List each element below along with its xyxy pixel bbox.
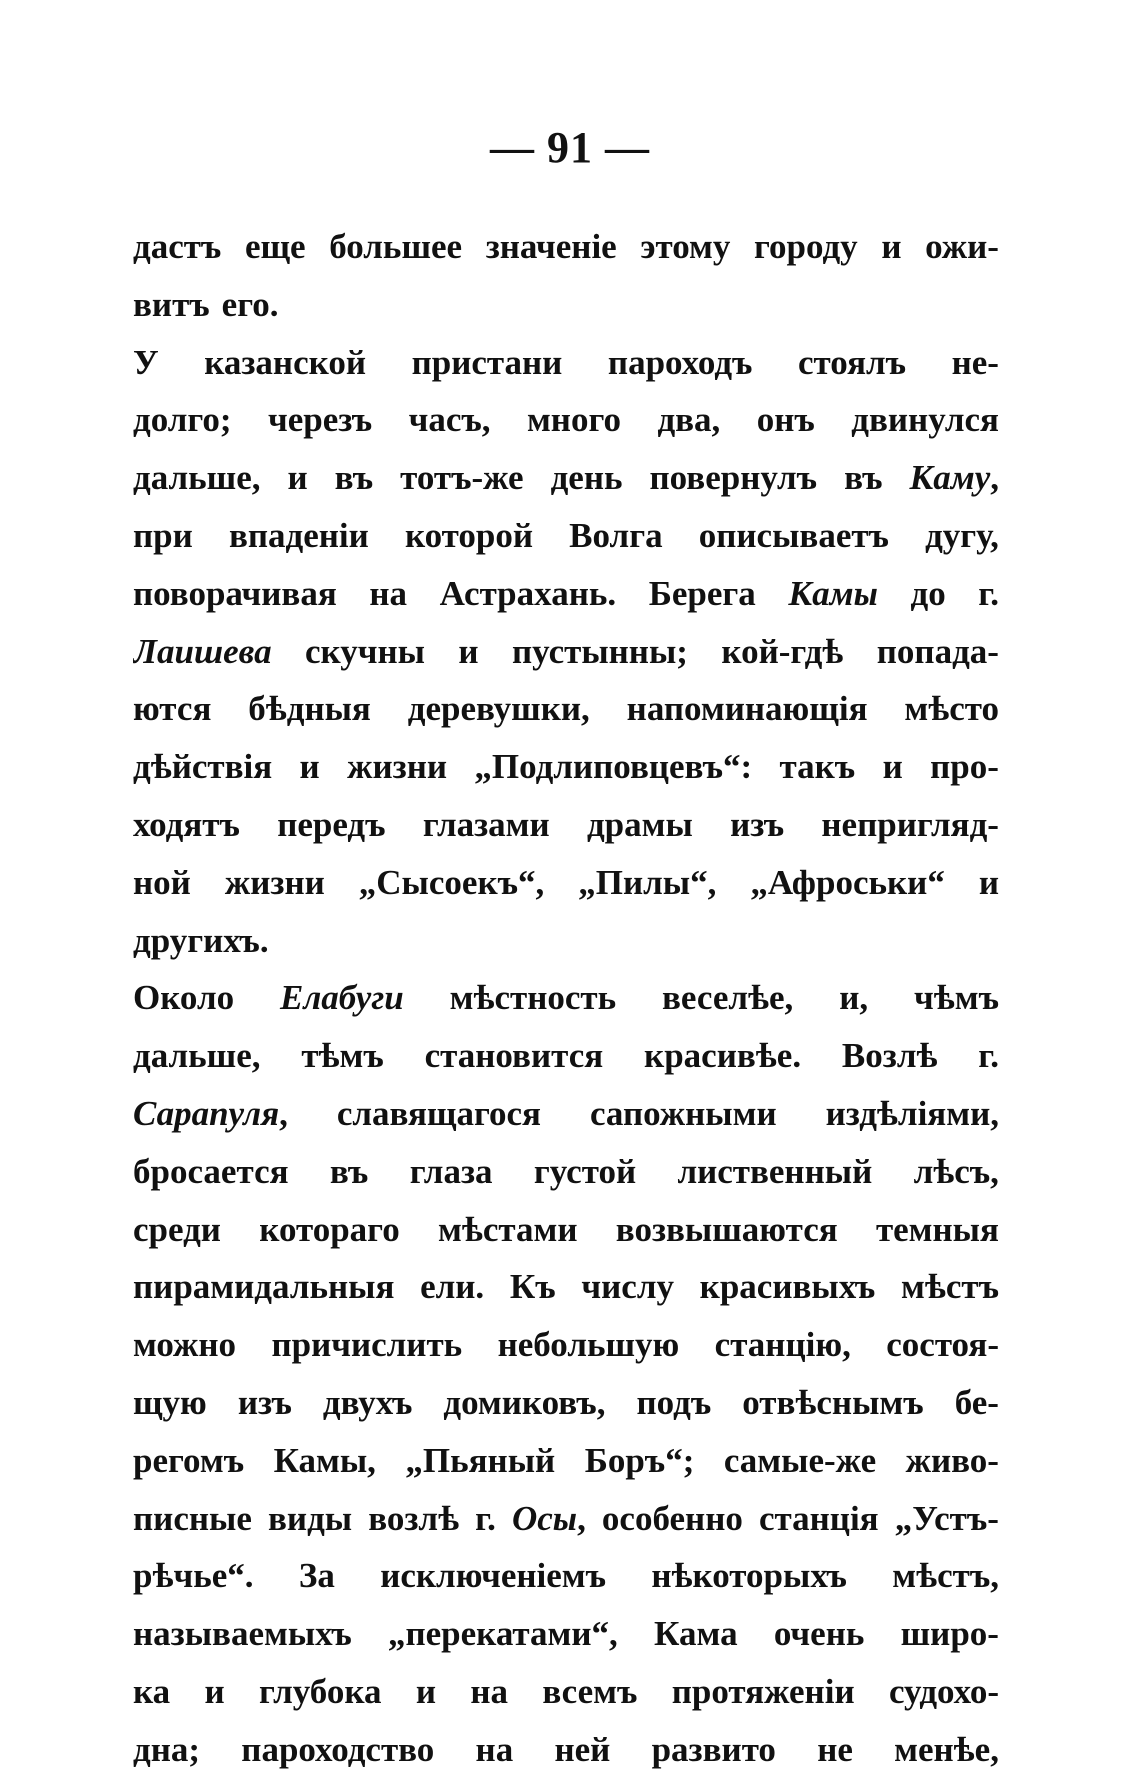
word: виды bbox=[268, 1498, 353, 1538]
text-line bbox=[133, 1374, 999, 1432]
word: всемъ bbox=[542, 1671, 638, 1711]
italic-word: Каму, bbox=[909, 458, 999, 498]
word: два, bbox=[657, 400, 721, 440]
word: красивыхъ bbox=[699, 1267, 876, 1307]
text-line bbox=[133, 1432, 999, 1490]
text-line bbox=[133, 507, 999, 565]
text-line bbox=[133, 623, 999, 681]
word: значеніе bbox=[485, 227, 617, 266]
word: про- bbox=[930, 747, 999, 787]
word: г. bbox=[978, 1036, 999, 1076]
word: судохо- bbox=[888, 1671, 999, 1711]
word: мѣстность bbox=[449, 978, 617, 1018]
word: Берега bbox=[648, 573, 756, 613]
word: черезъ bbox=[268, 400, 373, 440]
text-line bbox=[133, 1085, 999, 1143]
word: не- bbox=[951, 342, 999, 382]
text-line bbox=[133, 1027, 999, 1085]
word: другихъ. bbox=[133, 920, 269, 960]
word: жизни bbox=[224, 862, 325, 902]
word: ожи- bbox=[925, 227, 999, 266]
word: и bbox=[299, 747, 320, 787]
word: „Пилы“, bbox=[578, 862, 717, 902]
text-line bbox=[133, 1258, 999, 1316]
text-line bbox=[133, 334, 999, 392]
word: „перекатами“, bbox=[387, 1614, 618, 1654]
word: большее bbox=[329, 227, 463, 266]
word: дугу, bbox=[925, 515, 999, 555]
word: очень bbox=[773, 1614, 865, 1654]
word: повернулъ bbox=[649, 458, 818, 498]
word: до bbox=[910, 573, 946, 613]
word: лѣсъ, bbox=[913, 1151, 999, 1191]
word: живо- bbox=[905, 1440, 999, 1480]
word: Кама bbox=[654, 1614, 738, 1654]
italic-word: Камы bbox=[788, 573, 878, 613]
word: становится bbox=[424, 1036, 604, 1076]
word: на bbox=[475, 1729, 514, 1769]
italic-word: Елабуги bbox=[280, 978, 404, 1018]
word: называемыхъ bbox=[133, 1614, 352, 1654]
word: станцію, bbox=[714, 1325, 851, 1365]
word: на bbox=[470, 1671, 508, 1711]
word: тѣмъ bbox=[301, 1036, 384, 1076]
word: изъ bbox=[730, 804, 785, 844]
word: въ bbox=[334, 458, 374, 498]
word: на bbox=[369, 573, 408, 613]
word: сапожными bbox=[589, 1093, 777, 1133]
text-line bbox=[133, 449, 999, 507]
word: впаденіи bbox=[228, 515, 369, 555]
word: подъ bbox=[636, 1382, 712, 1422]
word: самые-же bbox=[723, 1440, 877, 1480]
word: состоя- bbox=[886, 1325, 999, 1365]
word: кой-гдѣ bbox=[721, 631, 844, 671]
word: широ- bbox=[900, 1614, 999, 1654]
word: витъ bbox=[133, 284, 210, 324]
word: г. bbox=[978, 573, 999, 613]
word: бе- bbox=[954, 1382, 999, 1422]
word: мѣстами bbox=[437, 1209, 578, 1249]
word: Астрахань. bbox=[439, 573, 617, 613]
text-line bbox=[133, 912, 999, 970]
text-line bbox=[133, 1143, 999, 1201]
text-line bbox=[133, 1201, 999, 1259]
word: день bbox=[550, 458, 623, 498]
word: мѣсто bbox=[904, 689, 999, 729]
text-line bbox=[133, 796, 999, 854]
word: красивѣе. bbox=[644, 1036, 802, 1076]
word: пароходъ bbox=[607, 342, 753, 382]
word: „Подлиповцевъ“: bbox=[474, 747, 753, 787]
word: „Устъ- bbox=[894, 1498, 999, 1538]
page-number: — 91 — bbox=[490, 123, 650, 172]
word: тотъ-же bbox=[400, 458, 524, 498]
word: „Пьяный bbox=[405, 1440, 556, 1480]
word: дѣйствія bbox=[133, 747, 273, 787]
word: и bbox=[881, 227, 902, 266]
word: передъ bbox=[277, 804, 386, 844]
word: двухъ bbox=[322, 1382, 413, 1422]
word: домиковъ, bbox=[443, 1382, 606, 1422]
word: Возлѣ bbox=[841, 1036, 938, 1076]
word: въ bbox=[844, 458, 883, 498]
word: числу bbox=[581, 1267, 674, 1307]
word: которой bbox=[404, 515, 534, 555]
word: небольшую bbox=[497, 1325, 680, 1365]
word: дальше, bbox=[133, 458, 261, 498]
text-line bbox=[133, 218, 999, 276]
text-line bbox=[133, 969, 999, 1027]
text-line bbox=[133, 1547, 999, 1605]
text-line bbox=[133, 1316, 999, 1374]
word: скучны bbox=[305, 631, 425, 671]
word: Волга bbox=[569, 515, 663, 555]
body-text bbox=[133, 218, 999, 1779]
word: Камы, bbox=[273, 1440, 376, 1480]
word: лиственный bbox=[677, 1151, 873, 1191]
word: долго; bbox=[133, 400, 232, 440]
word: такъ bbox=[779, 747, 856, 787]
word: Около bbox=[133, 978, 235, 1018]
word: мѣстъ, bbox=[892, 1556, 999, 1596]
word: „Афроськи“ bbox=[750, 862, 945, 902]
word: глазами bbox=[422, 804, 550, 844]
word: поворачивая bbox=[133, 573, 337, 613]
word: жизни bbox=[347, 747, 448, 787]
word: ка bbox=[133, 1671, 171, 1711]
word: писные bbox=[133, 1498, 252, 1538]
word: издѣліями, bbox=[825, 1093, 999, 1133]
text-line bbox=[133, 276, 999, 334]
text-line bbox=[133, 1721, 999, 1779]
word: попада- bbox=[876, 631, 999, 671]
word: пирамидальныя bbox=[133, 1267, 395, 1307]
word: г. bbox=[475, 1498, 496, 1538]
word: бѣдныя bbox=[248, 689, 371, 729]
word: и, bbox=[839, 978, 869, 1018]
word: Боръ“; bbox=[584, 1440, 695, 1480]
italic-word: Лаишева bbox=[133, 631, 272, 671]
word: веселѣе, bbox=[662, 978, 794, 1018]
word: и bbox=[458, 631, 479, 671]
word: ней bbox=[554, 1729, 611, 1769]
word: котораго bbox=[259, 1209, 400, 1249]
text-line bbox=[133, 680, 999, 738]
word: драмы bbox=[586, 804, 693, 844]
text-line bbox=[133, 391, 999, 449]
word: изъ bbox=[237, 1382, 292, 1422]
punctuation: , bbox=[279, 1093, 288, 1133]
word: рѣчье“. bbox=[133, 1556, 254, 1596]
word: много bbox=[526, 400, 621, 440]
word: часъ, bbox=[408, 400, 491, 440]
punctuation: , bbox=[990, 458, 999, 498]
word: еще bbox=[244, 227, 306, 266]
word: Къ bbox=[509, 1267, 556, 1307]
word: регомъ bbox=[133, 1440, 245, 1480]
word: пристани bbox=[411, 342, 563, 382]
punctuation: , bbox=[577, 1498, 586, 1538]
word: не bbox=[817, 1729, 853, 1769]
word: щую bbox=[133, 1382, 207, 1422]
word: непригляд- bbox=[821, 804, 999, 844]
word: возвышаются bbox=[615, 1209, 838, 1249]
word: бросается bbox=[133, 1151, 289, 1191]
word: ной bbox=[133, 862, 191, 902]
text-line bbox=[133, 854, 999, 912]
word: пустынны; bbox=[512, 631, 688, 671]
word: „Сысоекъ“, bbox=[358, 862, 545, 902]
word: дна; bbox=[133, 1729, 201, 1769]
word: нѣкоторыхъ bbox=[651, 1556, 847, 1596]
word: напоминающія bbox=[626, 689, 868, 729]
word: густой bbox=[533, 1151, 637, 1191]
text-line bbox=[133, 565, 999, 623]
word: дастъ bbox=[133, 227, 222, 266]
word: глубока bbox=[259, 1671, 382, 1711]
word: въ bbox=[329, 1151, 369, 1191]
word: казанской bbox=[204, 342, 367, 382]
word: при bbox=[133, 515, 193, 555]
word: деревушки, bbox=[407, 689, 590, 729]
word: славящагося bbox=[336, 1093, 541, 1133]
italic-word: Осы, bbox=[511, 1498, 586, 1538]
word: городу bbox=[754, 227, 858, 266]
word: ели. bbox=[420, 1267, 485, 1307]
italic-word: Сарапуля, bbox=[133, 1093, 288, 1133]
word: и bbox=[287, 458, 308, 498]
word: и bbox=[204, 1671, 225, 1711]
word: этому bbox=[640, 227, 731, 266]
word: дальше, bbox=[133, 1036, 261, 1076]
word: станція bbox=[758, 1498, 879, 1538]
word: чѣмъ bbox=[914, 978, 999, 1018]
word: У bbox=[133, 342, 159, 382]
word: его. bbox=[221, 284, 279, 324]
word: пароходство bbox=[241, 1729, 435, 1769]
word: ются bbox=[133, 689, 212, 729]
word: протяженіи bbox=[671, 1671, 855, 1711]
word: и bbox=[978, 862, 999, 902]
word: причислить bbox=[271, 1325, 463, 1365]
word: мѣстъ bbox=[901, 1267, 999, 1307]
word: отвѣснымъ bbox=[742, 1382, 924, 1422]
word: можно bbox=[133, 1325, 237, 1365]
text-line bbox=[133, 738, 999, 796]
word: возлѣ bbox=[368, 1498, 460, 1538]
text-line bbox=[133, 1490, 999, 1548]
word: особенно bbox=[601, 1498, 743, 1538]
word: и bbox=[415, 1671, 436, 1711]
word: описываетъ bbox=[698, 515, 889, 555]
word: За bbox=[298, 1556, 335, 1596]
text-line bbox=[133, 1663, 999, 1721]
word: онъ bbox=[756, 400, 815, 440]
word: двинулся bbox=[851, 400, 999, 440]
text-line bbox=[133, 1605, 999, 1663]
word: ходятъ bbox=[133, 804, 240, 844]
word: развито bbox=[651, 1729, 776, 1769]
word: темныя bbox=[875, 1209, 999, 1249]
word: и bbox=[882, 747, 903, 787]
word: исключеніемъ bbox=[380, 1556, 607, 1596]
word: среди bbox=[133, 1209, 221, 1249]
word: стоялъ bbox=[797, 342, 907, 382]
word: глаза bbox=[409, 1151, 493, 1191]
word: менѣе, bbox=[894, 1729, 999, 1769]
